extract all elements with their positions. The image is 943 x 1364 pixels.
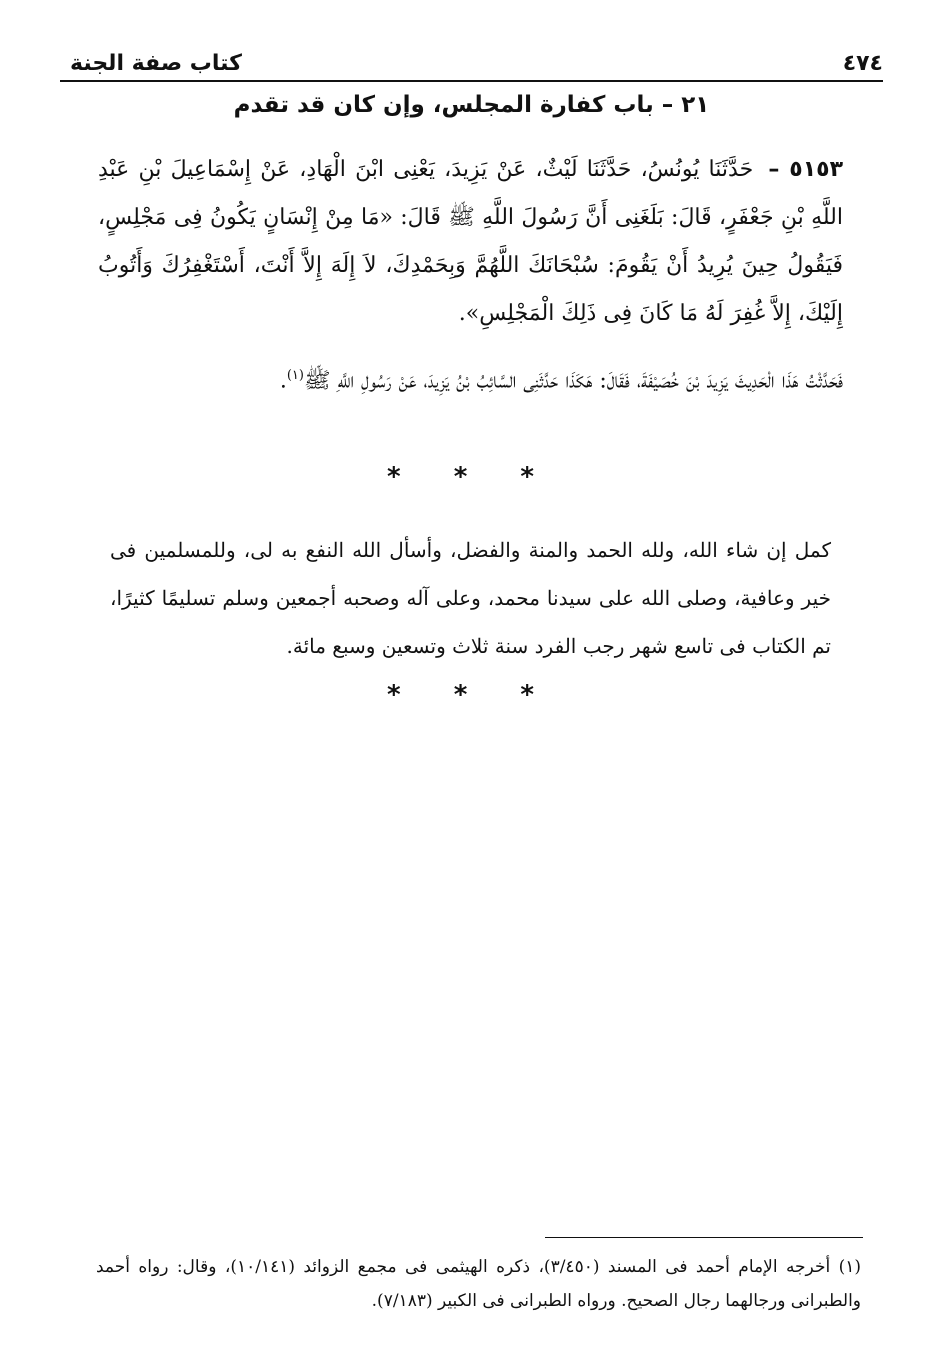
section-separator: * * * — [387, 462, 556, 492]
followup-end: . — [279, 368, 287, 394]
hadith-paragraph — [98, 146, 843, 338]
followup-text: فَحَدَّثْتُ هَذَا الْحَدِيثَ يَزِيدَ بْنَ خُصَيْفَةَ، فَقَالَ: هَكَذَا حَدَّثَنِى السَّائِبُ بْنُ يَزِيدَ، عَنْ رَسُولِ اللَّهِ ﷺ — [303, 368, 843, 394]
page-number: ٤٧٤ — [842, 51, 883, 76]
footnote: (١) أخرجه الإمام أحمد فى المسند (٣/٤٥٠)، ذكره الهيثمى فى مجمع الزوائد (١٠/١٤١)، وقال: رواه أحمد والطبرانى ورجالهما رجال الصحيح. ورواه الطبرانى فى الكبير (٧/١٨٣). — [96, 1257, 861, 1311]
header-rule — [60, 80, 883, 82]
footnote-divider — [545, 1237, 863, 1238]
hadith-number: ٥١٥٣ – — [768, 157, 843, 182]
colophon: كمل إن شاء الله، ولله الحمد والمنة والفضل، وأسأل الله النفع به لى، وللمسلمين فى خير وعافية، وصلى الله على سيدنا محمد، وعلى آله وصحبه أجمعين وسلم تسليمًا كثيرًا، تم الكتاب فى تاسع شهر رجب الفرد سنة ثلاث وتسعين وسبع مائة. — [110, 538, 831, 658]
running-header — [70, 40, 883, 76]
section-separator: * * * — [387, 680, 556, 710]
hadith-text: حَدَّثَنَا يُونُسُ، حَدَّثَنَا لَيْثٌ، عَنْ يَزِيدَ، يَعْنِى ابْنَ الْهَادِ، عَنْ إِسْمَاعِيلَ بْنِ عَبْدِ اللَّهِ بْنِ جَعْفَرٍ، قَالَ: بَلَغَنِى أَنَّ رَسُولَ اللَّهِ ﷺ قَالَ: «مَا مِنْ إِنْسَانٍ يَكُونُ فِى مَجْلِسٍ، فَيَقُولُ حِينَ يُرِيدُ أَنْ يَقُومَ: سُبْحَانَكَ اللَّهُمَّ وَبِحَمْدِكَ، لاَ إِلَهَ إِلاَّ أَنْتَ، أَسْتَغْفِرُكَ وَأَتُوبُ إِلَيْكَ، إِلاَّ غُفِرَ لَهُ مَا كَانَ فِى ذَلِكَ الْمَجْلِسِ». — [98, 157, 843, 326]
chapter-title: ٢١ – باب كفارة المجلس، وإن كان قد تقدم — [233, 92, 710, 118]
hadith-followup — [98, 352, 843, 405]
footnote-reference: (١) — [286, 368, 304, 383]
book-title: كتاب صفة الجنة — [70, 51, 242, 76]
